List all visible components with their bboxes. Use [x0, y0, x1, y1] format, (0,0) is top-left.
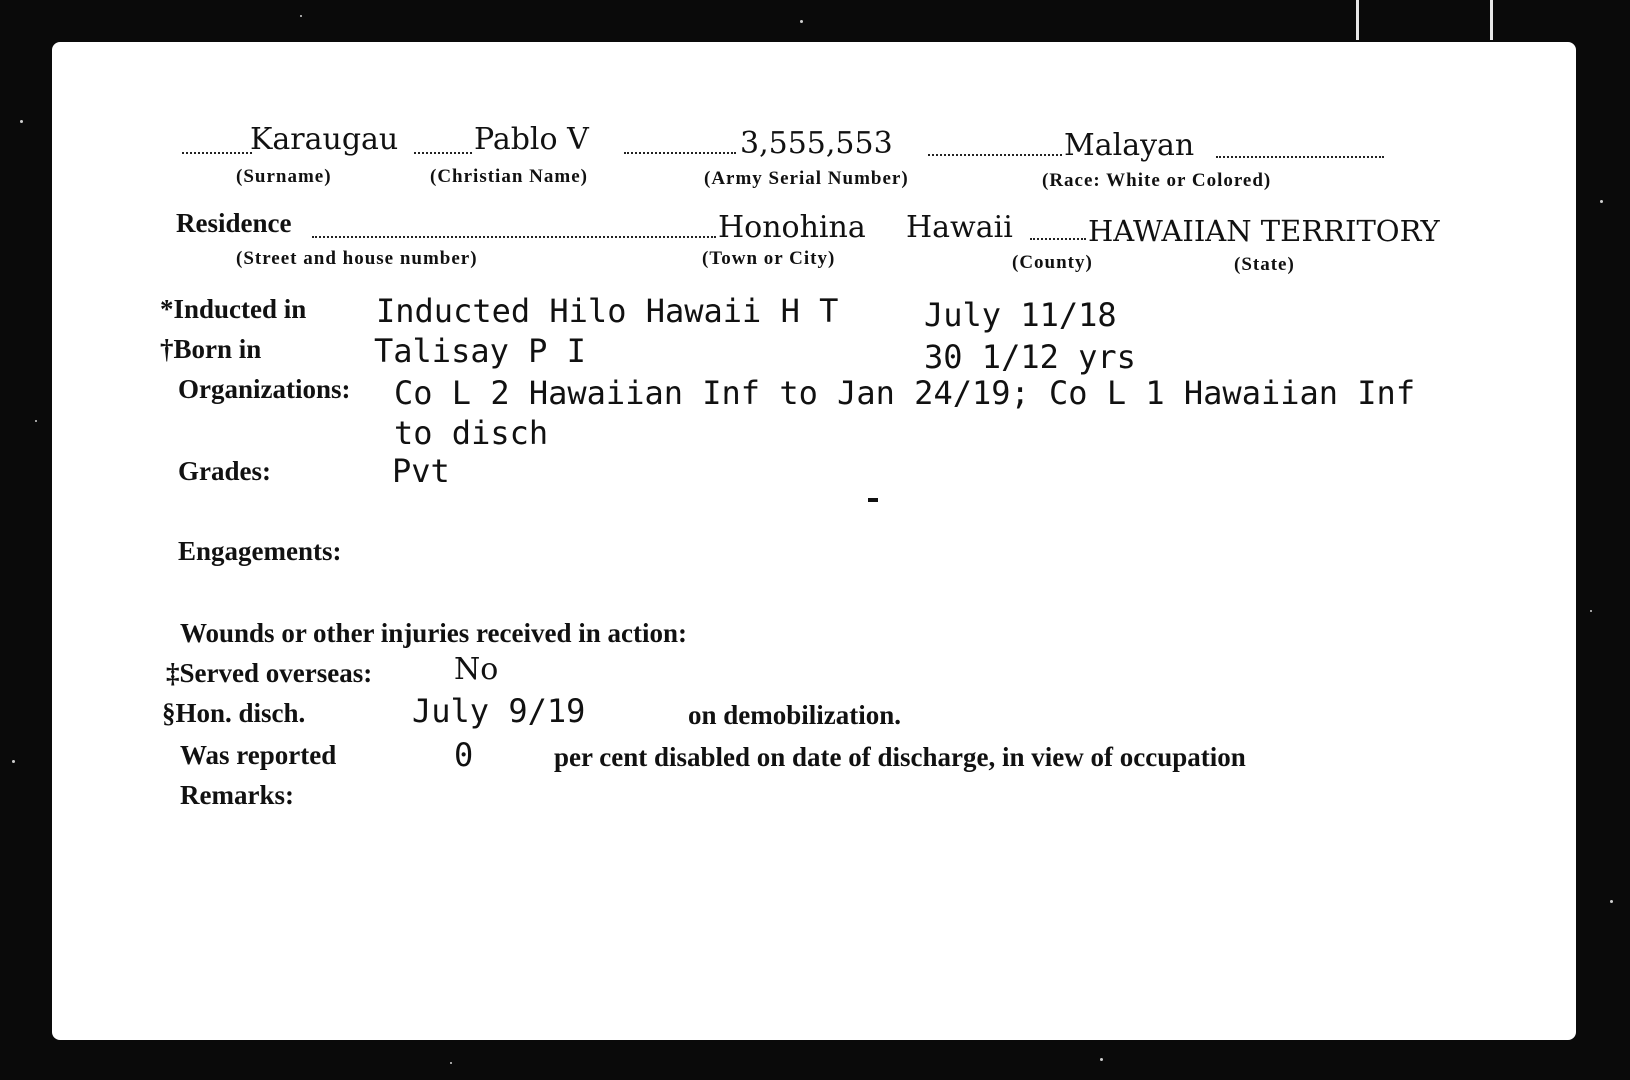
scan-speck	[1610, 900, 1613, 903]
state-caption: (State)	[1234, 254, 1295, 275]
scan-speck	[800, 20, 803, 23]
remarks-label: Remarks:	[180, 780, 294, 810]
discharge-suffix: on demobilization.	[688, 700, 902, 730]
dotted-leader	[414, 152, 472, 154]
surname-value: Karaugau	[250, 122, 399, 157]
street-caption: (Street and house number)	[236, 248, 478, 269]
age-value: 30 1/12 yrs	[924, 338, 1136, 376]
dotted-leader	[928, 154, 1062, 156]
induction-date: July 11/18	[924, 296, 1117, 334]
dotted-leader	[312, 236, 716, 238]
serial-number-value: 3,555,553	[740, 126, 893, 161]
serial-number-caption: (Army Serial Number)	[704, 168, 909, 189]
dotted-leader	[624, 152, 736, 154]
scan-edge-mark	[1356, 0, 1359, 40]
race-value: Malayan	[1064, 128, 1195, 163]
served-overseas-value: No	[454, 652, 499, 687]
scan-speck	[1590, 610, 1592, 612]
christian-name-caption: (Christian Name)	[430, 166, 588, 187]
scan-speck	[35, 420, 37, 422]
scan-speck	[1100, 1058, 1103, 1061]
residence-label: Residence	[176, 208, 292, 238]
pen-mark	[868, 498, 878, 502]
residence-county-value: Hawaii	[906, 210, 1013, 245]
surname-caption: (Surname)	[236, 166, 332, 187]
dotted-leader	[182, 152, 252, 154]
organizations-line1: Co L 2 Hawaiian Inf to Jan 24/19; Co L 1 Hawaiian Inf	[394, 374, 1416, 412]
born-label: †Born in	[160, 334, 262, 364]
scan-edge-mark	[1490, 0, 1493, 40]
served-overseas-label: ‡Served overseas:	[166, 658, 373, 688]
dotted-leader	[1216, 156, 1384, 158]
induction-label: *Inducted in	[160, 294, 307, 324]
christian-name-value: Pablo V	[474, 122, 589, 157]
organizations-label: Organizations:	[178, 374, 351, 404]
organizations-line2: to disch	[394, 414, 549, 452]
discharge-label: §Hon. disch.	[162, 698, 306, 728]
induction-value: Inducted Hilo Hawaii H T	[376, 292, 839, 330]
scan-speck	[450, 1062, 452, 1064]
birthplace-value: Talisay P I	[374, 332, 586, 370]
county-caption: (County)	[1012, 252, 1093, 273]
wounds-label: Wounds or other injuries received in action:	[180, 618, 688, 648]
service-record-card	[52, 42, 1576, 1040]
discharge-date: July 9/19	[412, 692, 586, 730]
race-caption: (Race: White or Colored)	[1042, 170, 1272, 191]
scan-speck	[12, 760, 15, 763]
disability-suffix: per cent disabled on date of discharge, in view of occupation	[554, 742, 1246, 772]
engagements-label: Engagements:	[178, 536, 342, 566]
scan-speck	[20, 120, 23, 123]
town-caption: (Town or City)	[702, 248, 836, 269]
residence-town-value: Honohina	[718, 210, 866, 245]
scan-speck	[1600, 200, 1603, 203]
disability-value: 0	[454, 736, 474, 774]
grades-label: Grades:	[178, 456, 271, 486]
disability-label: Was reported	[180, 740, 337, 770]
scan-speck	[300, 15, 302, 17]
dotted-leader	[1030, 238, 1086, 240]
residence-state-value: HAWAIIAN TERRITORY	[1088, 214, 1440, 248]
grades-value: Pvt	[392, 452, 450, 490]
